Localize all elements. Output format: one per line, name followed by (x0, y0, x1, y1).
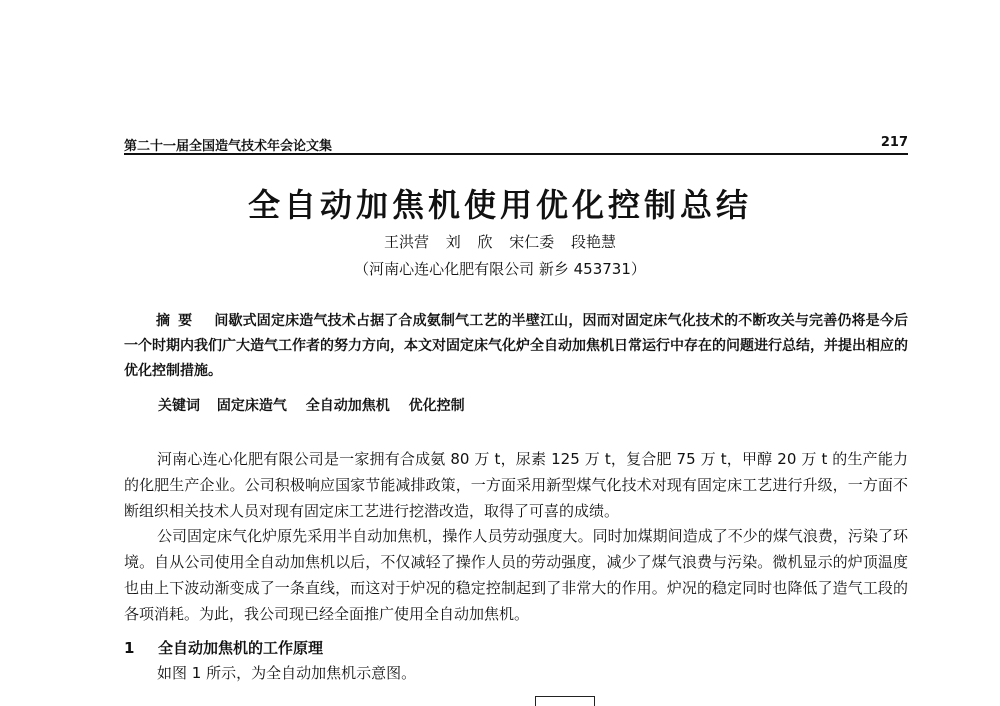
affiliation: （河南心连心化肥有限公司 新乡 453731） (354, 260, 646, 278)
keywords-label: 关键词 (158, 398, 200, 414)
journal-title: 第二十一届全国造气技术年会论文集 (124, 139, 333, 154)
running-header (124, 133, 908, 155)
section-heading (124, 637, 323, 658)
section-title: 全自动加焦机的工作原理 (158, 639, 324, 657)
page-number: 217 (880, 135, 908, 150)
header-rule (124, 153, 908, 155)
paper-title: 全自动加焦机使用优化控制总结 (247, 186, 752, 224)
figure-top-edge (535, 696, 595, 706)
keyword: 固定床造气 (216, 398, 287, 414)
keyword: 全自动加焦机 (305, 398, 390, 414)
abstract-label: 摘要 (156, 313, 201, 329)
abstract (124, 309, 908, 384)
keyword: 优化控制 (408, 398, 465, 414)
body-paragraph: 河南心连心化肥有限公司是一家拥有合成氨 80 万 t，尿素 125 万 t，复合肥 75 万 t，甲醇 20 万 t 的生产能力的化肥生产企业。公司积极响应国家节能减排政策，一方面采用新型煤气化技术对现有固定床工艺进行升级，一方面不断组织相关技术人员对现有固定床工艺进行挖潜改造，取得了可喜的成绩。 (124, 450, 908, 520)
body-text (124, 447, 908, 628)
keywords (158, 396, 908, 416)
abstract-text: 间歇式固定床造气技术占据了合成氨制气工艺的半壁江山，因而对固定床气化技术的不断攻关与完善仍将是今后一个时期内我们广大造气工作者的努力方向，本文对固定床气化炉全自动加焦机日常运行中存在的问题进行总结，并提出相应的优化控制措施。 (124, 313, 909, 379)
body-paragraph: 公司固定床气化炉原先采用半自动加焦机，操作人员劳动强度大。同时加煤期间造成了不少的煤气浪费，污染了环境。自从公司使用全自动加焦机以后，不仅减轻了操作人员的劳动强度，减少了煤气浪费与污染。微机显示的炉顶温度也由上下波动渐变成了一条直线，而这对于炉况的稳定控制起到了非常大的作用。炉况的稳定同时也降低了造气工段的各项消耗。为此，我公司现已经全面推广使用全自动加焦机。 (124, 527, 908, 623)
section-paragraph: 如图 1 所示，为全自动加焦机示意图。 (157, 664, 417, 682)
author-list: 王洪营 刘 欣 宋仁委 段艳慧 (383, 233, 617, 251)
section-number: 1 (124, 639, 135, 657)
